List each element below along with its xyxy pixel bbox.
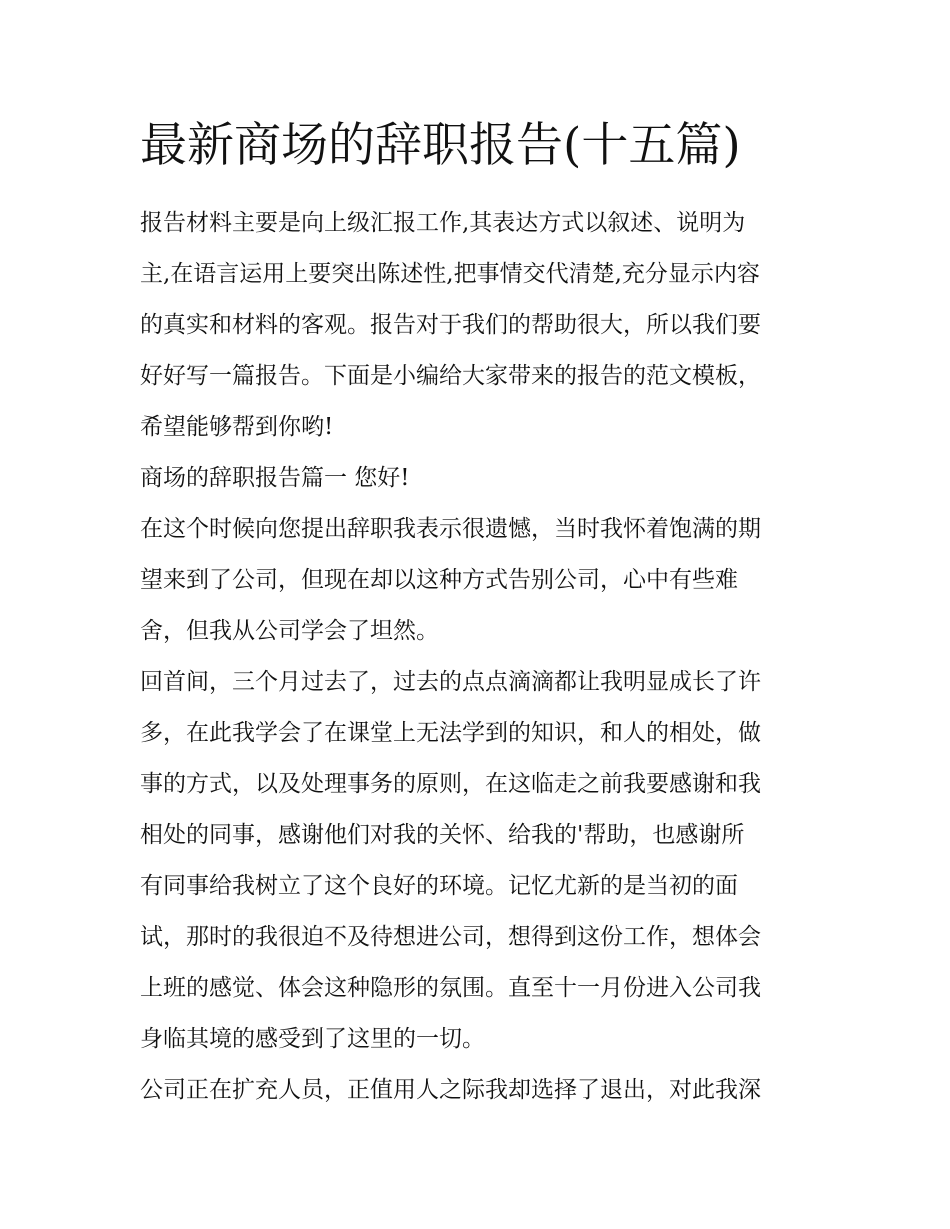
text-line: 事的方式，以及处理事务的原则，在这临走之前我要感谢和我 xyxy=(140,771,761,797)
document-body xyxy=(140,198,830,1116)
text-line: 舍，但我从公司学会了坦然。 xyxy=(140,618,439,644)
text-line: 好好写一篇报告。下面是小编给大家带来的报告的范文模板， xyxy=(140,363,761,389)
text-line: 回首间，三个月过去了，过去的点点滴滴都让我明显成长了许 xyxy=(140,669,761,695)
text-line: 希望能够帮到你哟! xyxy=(140,414,334,440)
text-line: 望来到了公司，但现在却以这种方式告别公司，心中有些难 xyxy=(140,567,738,593)
section-heading: 商场的辞职报告篇一 您好! xyxy=(140,465,410,491)
text-line: 身临其境的感受到了这里的一切。 xyxy=(140,1026,485,1052)
text-line: 多，在此我学会了在课堂上无法学到的知识，和人的相处，做 xyxy=(140,720,761,746)
page-title: 最新商场的辞职报告(十五篇) xyxy=(140,118,741,173)
text-line: 报告材料主要是向上级汇报工作,其表达方式以叙述、说明为 xyxy=(140,210,746,236)
text-line: 有同事给我树立了这个良好的环境。记忆尤新的是当初的面 xyxy=(140,873,738,899)
text-line: 试，那时的我很迫不及待想进公司，想得到这份工作，想体会 xyxy=(140,924,761,950)
text-line: 的真实和材料的客观。报告对于我们的帮助很大，所以我们要 xyxy=(140,312,761,338)
text-line: 上班的感觉、体会这种隐形的氛围。直至十一月份进入公司我 xyxy=(140,975,761,1001)
text-line: 相处的同事，感谢他们对我的关怀、给我的'帮助，也感谢所 xyxy=(140,822,745,848)
text-line: 主,在语言运用上要突出陈述性,把事情交代清楚,充分显示内容 xyxy=(140,261,760,287)
text-line: 在这个时候向您提出辞职我表示很遗憾，当时我怀着饱满的期 xyxy=(140,516,761,542)
text-line: 公司正在扩充人员，正值用人之际我却选择了退出，对此我深 xyxy=(140,1077,761,1103)
